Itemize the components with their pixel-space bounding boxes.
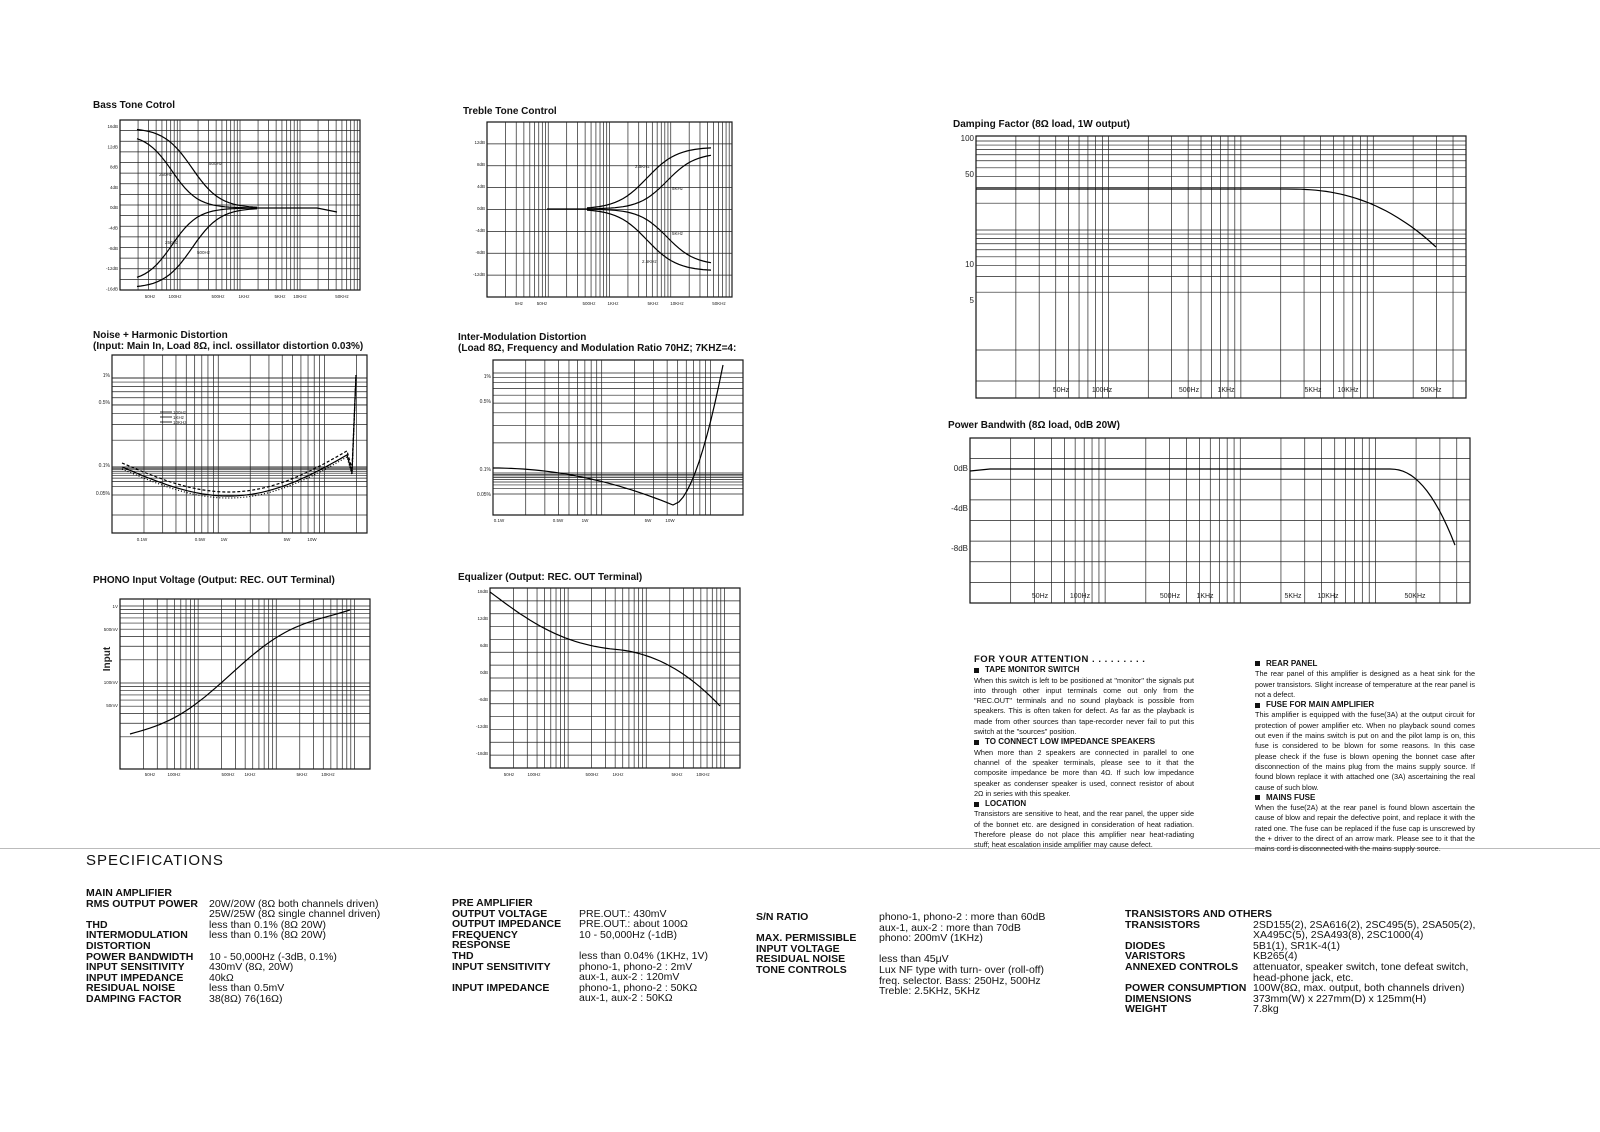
bass-ytick: -8dB xyxy=(108,245,118,251)
bullet-icon xyxy=(1255,795,1260,800)
spec-label: POWER CONSUMPTION xyxy=(1125,982,1247,995)
spec-label: TRANSISTORS AND OTHERS xyxy=(1125,908,1273,920)
treble-cut-5k xyxy=(587,209,711,263)
thd-curve-1khz xyxy=(122,375,356,492)
thd-ytick: 0.5% xyxy=(98,400,110,406)
phono-xtick: 10KHz xyxy=(321,772,335,777)
tape-monitor-text: When this switch is left to be positioned at "monitor" the signals put into through other input terminals come out only from the "REC.OUT" terminals and no sound playback is possible from speakers. This is often taken for defect. As far as the playback is made from other sources than tape-recorder never fail to put this switch at the "sources" position. xyxy=(974,675,1194,737)
spec-label: POWER BANDWIDTH xyxy=(86,950,194,963)
spec-row xyxy=(1125,1004,1279,1015)
bass-xtick: 50Hz xyxy=(144,294,156,299)
treble-ytick: 0dB xyxy=(476,206,485,211)
spec-value: Lux NF type with turn- over (roll-off) xyxy=(879,964,1044,976)
spec-value: phono-1, phono-2 : 50KΩ xyxy=(579,981,698,994)
attention-heading: FOR YOUR ATTENTION . . . . . . . . . xyxy=(974,654,1146,665)
bass-cut-250 xyxy=(137,208,257,277)
thd-ytick: 0.1% xyxy=(98,463,110,469)
eq-ytick: -12dB xyxy=(475,724,488,729)
spec-value: less than 45μV xyxy=(879,953,949,966)
attention-left-column xyxy=(974,655,1194,851)
treble-curve-label: 5KHz xyxy=(672,186,684,191)
thd-legend-label: 1KHz xyxy=(173,415,185,420)
spec-value: freq. selector. Bass: 250Hz, 500Hz xyxy=(879,974,1041,987)
spec-value: less than 0.1% (8Ω 20W) xyxy=(209,918,326,931)
spec-label: FREQUENCY xyxy=(452,928,518,941)
spec-label: S/N RATIO xyxy=(756,911,809,923)
im-ytick: 0.1% xyxy=(479,467,491,473)
im-xtick: 1W xyxy=(581,518,589,523)
bass-ytick: 8dB xyxy=(109,164,118,170)
location-title: LOCATION xyxy=(985,799,1027,809)
bass-xtick: 100Hz xyxy=(168,294,182,299)
treble-curve-label: 2.5KHz xyxy=(635,164,650,169)
spec-value: XA495C(5), 2SA493(8), 2SC1000(4) xyxy=(1253,929,1424,942)
treble-xtick: 5KHz xyxy=(647,301,659,306)
power-xtick: 50KHz xyxy=(1404,593,1426,600)
thd-xtick: 0.5W xyxy=(194,537,206,542)
spec-row xyxy=(452,898,579,909)
spec-value: less than 0.5mV xyxy=(209,982,285,995)
damping-ytick: 10 xyxy=(965,260,974,269)
damping-chart-title: Damping Factor (8Ω load, 1W output) xyxy=(953,119,1130,130)
treble-ytick: 4dB xyxy=(476,184,485,189)
im-ytick: 0.5% xyxy=(479,399,491,405)
bass-xtick: 10KHz xyxy=(293,294,307,299)
spec-row xyxy=(756,986,980,997)
spec-label: TONE CONTROLS xyxy=(756,964,847,976)
spec-value: KB265(4) xyxy=(1253,950,1298,963)
spec-label: TRANSISTORS xyxy=(1125,918,1201,931)
location-text: Transistors are sensitive to heat, and the rear panel, the upper side of the bonnet etc. are designed in consideration of heat radiation. Therefore please do not place this amplifier near heat-radiating stuff; heat escalation inside amplifier may cause defect. xyxy=(974,809,1194,850)
spec-label: INPUT IMPEDANCE xyxy=(86,971,184,984)
bullet-icon xyxy=(1255,703,1260,708)
bass-ytick: -12dB xyxy=(105,266,118,272)
bass-ytick: -4dB xyxy=(108,225,118,231)
rear-panel-title: REAR PANEL xyxy=(1266,659,1318,668)
damping-xtick: 500Hz xyxy=(1178,387,1200,394)
treble-ytick: 12dB xyxy=(474,140,485,145)
im-ytick: 0.05% xyxy=(476,492,491,498)
low-impedance-text: When more than 2 speakers are connected in parallel to one channel of the speaker terminals, please see to it that the composite impedance be more than 4Ω. If such low impedance speaker as condenser speaker is used, connect resistor of about 2Ω in series with this speaker. xyxy=(974,747,1194,798)
fuse-text: This amplifier is equipped with the fuse(3A) at the output circuit for protection of power amplifier etc. When no playback sound comes out even if the mains switch is put on and the pilot lamp is on, this fuse is considered to be blown for some reasons. In this case please check if the fuse is blown opening the bonnet case after disconnection of the mains plug from the mains supply source. If found blown replace it with attached one (3A) ascertaining the real cause of such blow. xyxy=(1255,710,1475,792)
spec-label: INPUT VOLTAGE xyxy=(756,942,840,955)
spec-label: DAMPING FACTOR xyxy=(86,993,182,1005)
bass-xtick: 5KHz xyxy=(274,294,286,299)
treble-ytick: -8dB xyxy=(475,250,485,255)
spec-value: 2SD155(2), 2SA616(2), 2SC495(5), 2SA505(2), xyxy=(1253,918,1476,931)
spec-value: 100W(8Ω, max. output, both channels driven) xyxy=(1253,982,1465,995)
location-heading xyxy=(974,799,1194,809)
phono-xtick: 5KHz xyxy=(296,772,308,777)
spec-label: OUTPUT VOLTAGE xyxy=(452,907,548,920)
eq-chart-title: Equalizer (Output: REC. OUT Terminal) xyxy=(458,572,643,583)
spec-label: RESIDUAL NOISE xyxy=(86,982,176,995)
thd-subtitle-line: (Input: Main In, Load 8Ω, incl. ossillator distortion 0.03%) xyxy=(93,341,364,352)
spec-value: phono-1, phono-2 : more than 60dB xyxy=(879,911,1046,923)
treble-ytick: 8dB xyxy=(476,162,485,167)
damping-ytick: 100 xyxy=(960,134,974,143)
phono-xtick: 1KHz xyxy=(244,772,256,777)
phono-ytick: 100mV xyxy=(103,680,118,685)
eq-xtick: 10KHz xyxy=(696,772,710,777)
bass-curve-label: 250Hz xyxy=(159,172,173,177)
mains-fuse-title: MAINS FUSE xyxy=(1266,792,1316,802)
treble-curve-label: 2.5KHz xyxy=(642,259,657,264)
thd-title-line: Noise + Harmonic Distortion xyxy=(93,330,228,341)
damping-xtick: 100Hz xyxy=(1091,387,1113,394)
damping-grid-frame xyxy=(976,136,1466,398)
eq-ytick: 12dB xyxy=(477,616,488,621)
spec-label: VARISTORS xyxy=(1125,950,1186,963)
spec-label: DISTORTION xyxy=(86,940,151,952)
fuse-title: FUSE FOR MAIN AMPLIFIER xyxy=(1266,700,1375,710)
eq-ytick: 6dB xyxy=(479,643,488,648)
bass-ytick: 12dB xyxy=(107,144,118,150)
spec-value: less than 0.1% (8Ω 20W) xyxy=(209,929,326,942)
damping-xtick: 10KHz xyxy=(1337,387,1359,394)
eq-xtick: 500Hz xyxy=(585,772,599,777)
thd-xtick: 5W xyxy=(283,537,291,542)
thd-chart xyxy=(95,355,375,547)
thd-legend-label: 10KHz xyxy=(173,420,187,425)
spec-value: aux-1, aux-2 : 120mV xyxy=(579,971,680,984)
im-xtick: 10W xyxy=(665,518,675,523)
damping-factor-chart xyxy=(960,134,1471,411)
phono-ytick: 50mV xyxy=(106,703,118,708)
spec-label: PRE AMPLIFIER xyxy=(452,897,533,909)
power-bandwidth-chart xyxy=(951,438,1478,618)
im-xtick: 5W xyxy=(644,518,652,523)
phono-xtick: 500Hz xyxy=(221,772,235,777)
power-ytick: -4dB xyxy=(951,504,968,513)
spec-label: INTERMODULATION xyxy=(86,929,188,942)
bullet-icon xyxy=(1255,661,1260,666)
eq-xtick: 1KHz xyxy=(612,772,624,777)
bullet-icon xyxy=(974,668,979,673)
power-ytick: -8dB xyxy=(951,544,968,553)
spec-label: OUTPUT IMPEDANCE xyxy=(452,918,562,931)
damping-xtick: 50Hz xyxy=(1052,387,1070,394)
power-xtick: 10KHz xyxy=(1317,593,1339,600)
damping-xtick: 1KHz xyxy=(1217,387,1235,394)
eq-ytick: 0dB xyxy=(479,670,488,675)
damping-ytick: 50 xyxy=(965,170,974,179)
spec-value: 38(8Ω) 76(16Ω) xyxy=(209,993,283,1005)
eq-xtick: 5KHz xyxy=(671,772,683,777)
im-xtick: 0.1W xyxy=(493,518,505,523)
thd-grid-frame xyxy=(112,355,367,533)
spec-label: ANNEXED CONTROLS xyxy=(1125,961,1239,973)
treble-boost-2.5k xyxy=(587,148,711,208)
im-xtick: 0.5W xyxy=(552,518,564,523)
thd-xtick: 10W xyxy=(307,537,317,542)
spec-label: WEIGHT xyxy=(1125,1003,1167,1016)
phono-xtick: 50Hz xyxy=(144,772,156,777)
thd-chart-title xyxy=(93,330,363,352)
fuse-heading xyxy=(1255,700,1475,710)
spec-value: head-phone jack, etc. xyxy=(1253,971,1354,984)
spec-row xyxy=(452,993,673,1004)
tape-monitor-title: TAPE MONITOR SWITCH xyxy=(985,665,1080,675)
spec-label: RESIDUAL NOISE xyxy=(756,953,846,966)
spec-row xyxy=(86,994,282,1005)
power-chart-title: Power Bandwith (8Ω load, 0dB 20W) xyxy=(948,420,1120,431)
spec-value: 430mV (8Ω, 20W) xyxy=(209,961,294,974)
power-xtick: 5KHz xyxy=(1284,593,1302,600)
spec-label: THD xyxy=(452,950,474,962)
specifications-title: SPECIFICATIONS xyxy=(86,852,224,869)
bass-curve-label: 250Hz xyxy=(165,240,179,245)
thd-curve-10khz xyxy=(122,375,356,498)
eq-ytick: 18dB xyxy=(477,589,488,594)
rear-panel-text: The rear panel of this amplifier is designed as a heat sink for the power transistors. Slight increase of temperature at the rear panel is not a defect. xyxy=(1255,669,1475,699)
spec-value: Treble: 2.5KHz, 5KHz xyxy=(879,985,981,998)
bass-curve-label: 500Hz xyxy=(209,161,223,166)
im-chart xyxy=(476,360,753,535)
phono-axis-label: Input xyxy=(102,646,113,672)
phono-ytick: 500mV xyxy=(103,627,118,632)
spec-label: MAX. PERMISSIBLE xyxy=(756,932,857,945)
spec-value: 10 - 50,000Hz (-1dB) xyxy=(579,928,678,941)
tape-monitor-heading xyxy=(974,665,1194,675)
spec-row xyxy=(86,941,209,952)
im-title-line: Inter-Modulation Distortion xyxy=(458,332,587,343)
treble-ytick: -4dB xyxy=(475,228,485,233)
spec-label: DIODES xyxy=(1125,939,1166,952)
treble-ytick: -12dB xyxy=(472,272,485,277)
spec-label: INPUT SENSITIVITY xyxy=(86,961,185,974)
bass-ytick: 16dB xyxy=(107,124,118,129)
thd-xtick: 1W xyxy=(220,537,228,542)
spec-value: PRE.OUT.: 430mV xyxy=(579,907,667,920)
phono-curve xyxy=(130,610,350,734)
im-chart-title xyxy=(458,332,736,354)
power-curve xyxy=(970,469,1455,545)
treble-xtick: 10KHz xyxy=(670,301,684,306)
damping-ytick: 5 xyxy=(969,296,974,305)
spec-label: DIMENSIONS xyxy=(1125,992,1192,1005)
bass-xtick: 50KHz xyxy=(335,294,349,299)
treble-curve-label: 5KHz xyxy=(672,231,684,236)
spec-value: aux-1, aux-2 : 50KΩ xyxy=(579,992,673,1005)
phono-chart-title: PHONO Input Voltage (Output: REC. OUT Terminal) xyxy=(93,575,335,586)
rear-panel-heading xyxy=(1255,659,1475,669)
phono-chart xyxy=(102,599,375,779)
bass-chart-title: Bass Tone Cotrol xyxy=(93,100,176,111)
treble-xtick: 50KHz xyxy=(712,301,726,306)
im-ytick: 1% xyxy=(483,374,491,380)
spec-value: 25W/25W (8Ω single channel driven) xyxy=(209,908,381,921)
spec-value: 40kΩ xyxy=(209,971,234,984)
bullet-icon xyxy=(974,740,979,745)
spec-value: attenuator, speaker switch, tone defeat switch, xyxy=(1253,961,1469,973)
bass-ytick: -16dB xyxy=(105,286,118,292)
attention-right-column xyxy=(1255,659,1475,855)
eq-curve xyxy=(490,592,720,706)
bass-tone-chart xyxy=(105,120,367,305)
thd-legend-label: 100Hz xyxy=(173,410,187,415)
spec-value: phono-1, phono-2 : 2mV xyxy=(579,960,693,973)
power-xtick: 50Hz xyxy=(1031,593,1049,600)
spec-value: less than 0.04% (1KHz, 1V) xyxy=(579,950,708,962)
spec-label: INPUT IMPEDANCE xyxy=(452,981,550,994)
spec-value: 7.8kg xyxy=(1253,1003,1279,1016)
im-curve xyxy=(493,365,723,505)
thd-ytick: 0.05% xyxy=(95,491,110,497)
spec-value: phono: 200mV (1KHz) xyxy=(879,932,983,945)
eq-ytick: -6dB xyxy=(478,697,488,702)
low-impedance-title: TO CONNECT LOW IMPEDANCE SPEAKERS xyxy=(985,737,1156,747)
bass-xtick: 500Hz xyxy=(211,294,225,299)
mains-fuse-heading xyxy=(1255,793,1475,803)
treble-tone-chart xyxy=(472,122,737,307)
spec-value: 10 - 50,000Hz (-3dB, 0.1%) xyxy=(209,950,337,963)
treble-xtick: 5Hz xyxy=(514,301,524,306)
bullet-icon xyxy=(974,802,979,807)
eq-xtick: 100Hz xyxy=(527,772,541,777)
spec-label: THD xyxy=(86,918,108,931)
thd-ytick: 1% xyxy=(102,373,110,379)
bass-xtick: 1KHz xyxy=(238,294,250,299)
eq-chart xyxy=(475,588,758,786)
low-impedance-heading xyxy=(974,737,1194,747)
eq-xtick: 50Hz xyxy=(503,772,515,777)
power-xtick: 100Hz xyxy=(1069,593,1091,600)
phono-xtick: 100Hz xyxy=(167,772,181,777)
spec-label: RESPONSE xyxy=(452,939,511,952)
spec-value: 373mm(W) x 227mm(D) x 125mm(H) xyxy=(1253,992,1427,1005)
spec-row xyxy=(1125,908,1273,920)
thd-xtick: 0.1W xyxy=(136,537,148,542)
power-ytick: 0dB xyxy=(953,464,968,473)
treble-xtick: 1KHz xyxy=(607,301,619,306)
spec-label: RMS OUTPUT POWER xyxy=(86,897,198,910)
spec-value: PRE.OUT.: about 100Ω xyxy=(579,918,688,931)
treble-xtick: 500Hz xyxy=(582,301,596,306)
spec-label: INPUT SENSITIVITY xyxy=(452,960,551,973)
damping-xtick: 5KHz xyxy=(1304,387,1322,394)
spec-value: aux-1, aux-2 : more than 70dB xyxy=(879,921,1021,934)
im-subtitle-line: (Load 8Ω, Frequency and Modulation Ratio 70HZ; 7KHZ=4: xyxy=(458,343,737,354)
bass-curve-label: 500Hz xyxy=(197,250,211,255)
treble-chart-title: Treble Tone Control xyxy=(463,106,557,117)
spec-label: MAIN AMPLIFIER xyxy=(86,887,172,899)
power-xtick: 500Hz xyxy=(1159,593,1181,600)
phono-ytick: 1V xyxy=(112,604,118,609)
spec-row xyxy=(86,888,209,899)
treble-xtick: 50Hz xyxy=(536,301,548,306)
power-xtick: 1KHz xyxy=(1196,593,1214,600)
spec-value: 5B1(1), SR1K-4(1) xyxy=(1253,939,1340,952)
damping-xtick: 50KHz xyxy=(1420,387,1442,394)
bass-ytick: 4dB xyxy=(109,184,118,190)
mains-fuse-text: When the fuse(2A) at the rear panel is found blown ascertain the cause of blow and repair the defective point, and replace it with the rated one. The fuse can be replaced if the fuse cap is unscrewed by the + driver to the direct of an arrow mark. Please see to it that the mains cord is disconnected with the mains supply source. xyxy=(1255,803,1475,854)
bass-ytick: 0dB xyxy=(109,205,118,211)
eq-ytick: -18dB xyxy=(475,751,488,756)
spec-value: 20W/20W (8Ω both channels driven) xyxy=(209,897,379,910)
